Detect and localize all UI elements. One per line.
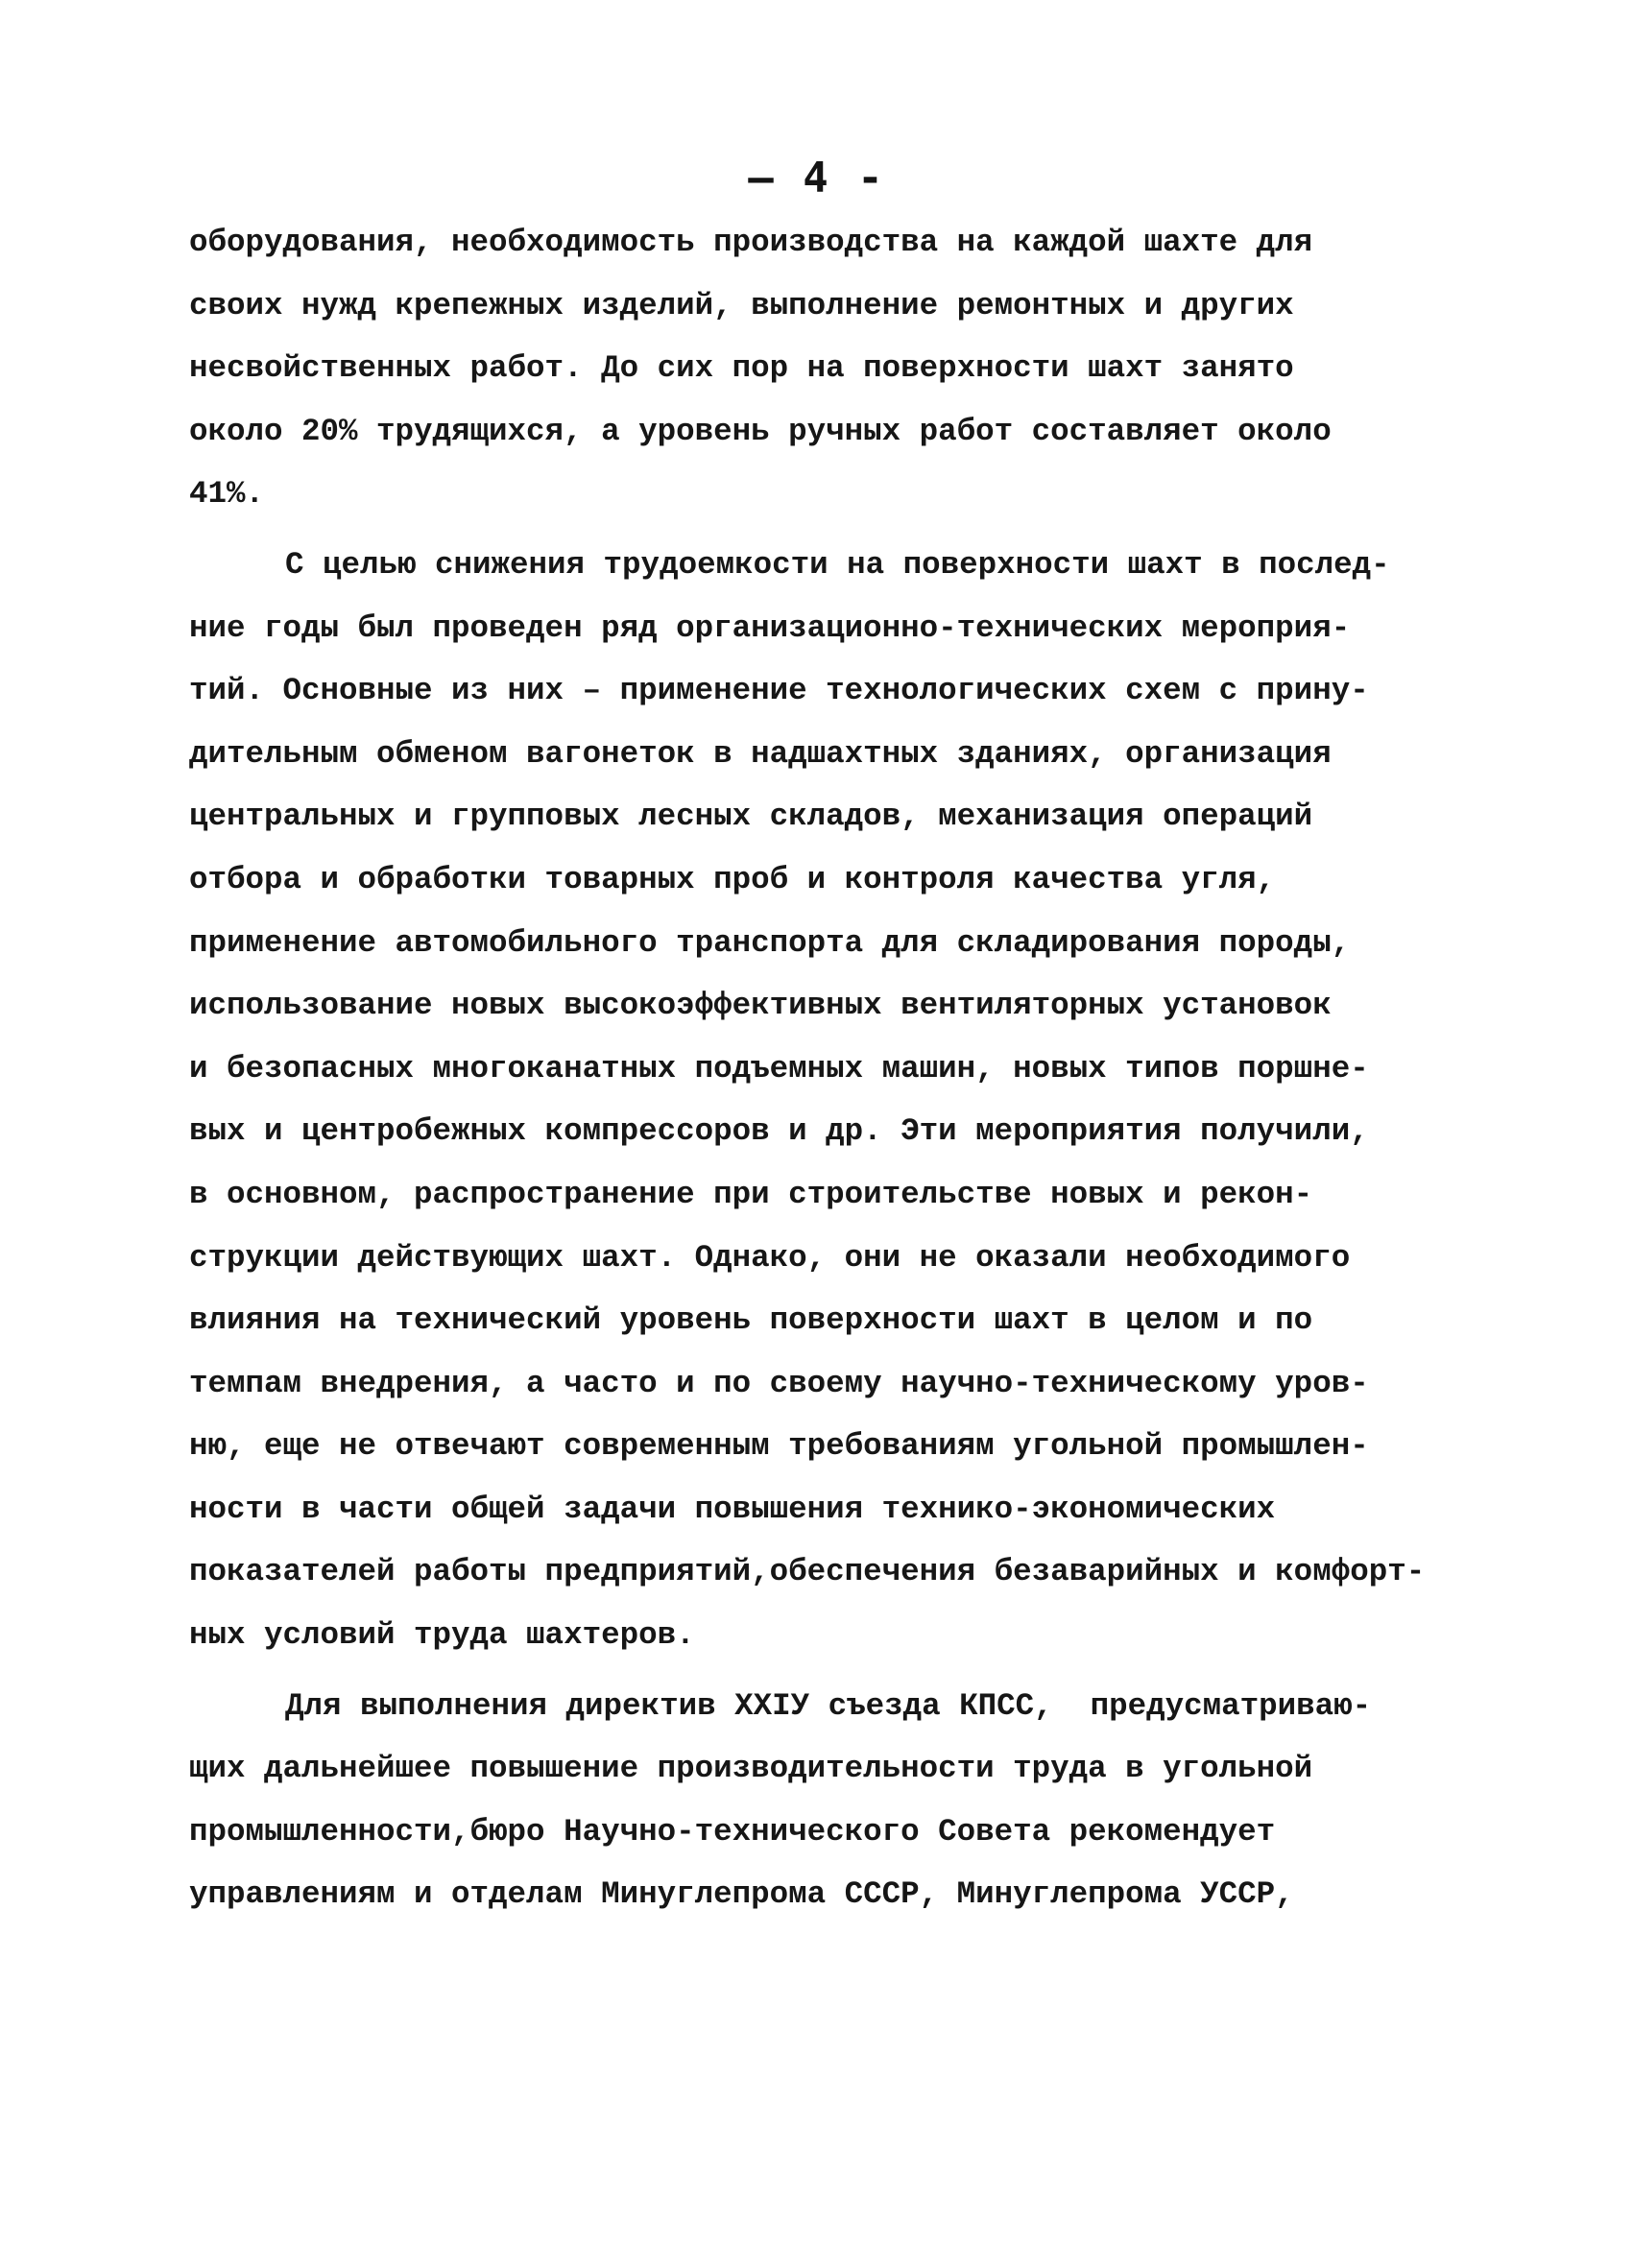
text-line: ности в части общей задачи повышения технико-экономических bbox=[189, 1491, 1276, 1527]
text-line: щих дальнейшее повышение производительности труда в угольной bbox=[189, 1751, 1313, 1787]
page-number: — 4 - bbox=[748, 154, 885, 203]
text-line: влияния на технический уровень поверхности шахт в целом и по bbox=[189, 1302, 1313, 1339]
text-line: оборудования, необходимость производства на каждой шахте для bbox=[189, 225, 1313, 260]
text-line: применение автомобильного транспорта для складирования породы, bbox=[189, 924, 1351, 961]
text-line: использование новых высокоэффективных вентиляторных установок bbox=[189, 988, 1332, 1024]
text-line: показателей работы предприятий,обеспечения безаварийных и комфорт- bbox=[189, 1554, 1426, 1590]
text-line: ных условий труда шахтеров. bbox=[189, 1617, 695, 1654]
text-line: отбора и обработки товарных проб и контроля качества угля, bbox=[189, 861, 1276, 897]
text-line: около 20% трудящихся, а уровень ручных работ составляет около bbox=[189, 413, 1332, 449]
text-line: своих нужд крепежных изделий, выполнение ремонтных и других bbox=[189, 287, 1294, 323]
text-line: центральных и групповых лесных складов, механизация операций bbox=[189, 799, 1313, 835]
text-line: темпам внедрения, а часто и по своему научно-техническому уров- bbox=[189, 1365, 1369, 1401]
text-line: в основном, распространение при строительстве новых и рекон- bbox=[189, 1176, 1313, 1212]
text-line: несвойственных работ. До сих пор на поверхности шахт занято bbox=[189, 350, 1294, 387]
paragraph-1 bbox=[189, 211, 1533, 526]
text-line: управлениям и отделам Минуглепрома СССР, Минуглепрома УССР, bbox=[189, 1876, 1294, 1913]
text-line: промышленности,бюро Научно-технического Совета рекомендует bbox=[189, 1813, 1276, 1850]
paragraph-2 bbox=[189, 534, 1533, 1667]
text-line: тий. Основные из них – применение технологических схем с прину- bbox=[189, 673, 1369, 709]
document-body bbox=[189, 211, 1533, 1926]
text-line: ню, еще не отвечают современным требованиям угольной промышлен- bbox=[189, 1428, 1369, 1465]
paragraph-3 bbox=[189, 1675, 1533, 1926]
text-line: Для выполнения директив XXIУ съезда КПСС, предусматриваю- bbox=[285, 1687, 1372, 1724]
text-line: и безопасных многоканатных подъемных машин, новых типов поршне- bbox=[189, 1050, 1369, 1086]
text-line: 41%. bbox=[189, 476, 265, 513]
text-line: вых и центробежных компрессоров и др. Эти мероприятия получили, bbox=[189, 1113, 1369, 1150]
text-line: дительным обменом вагонеток в надшахтных зданиях, организация bbox=[189, 735, 1332, 772]
text-line: струкции действующих шахт. Однако, они не оказали необходимого bbox=[189, 1239, 1351, 1276]
text-line: ние годы был проведен ряд организационно-технических мероприя- bbox=[189, 609, 1351, 646]
text-line: С целью снижения трудоемкости на поверхности шахт в послед- bbox=[285, 546, 1390, 583]
